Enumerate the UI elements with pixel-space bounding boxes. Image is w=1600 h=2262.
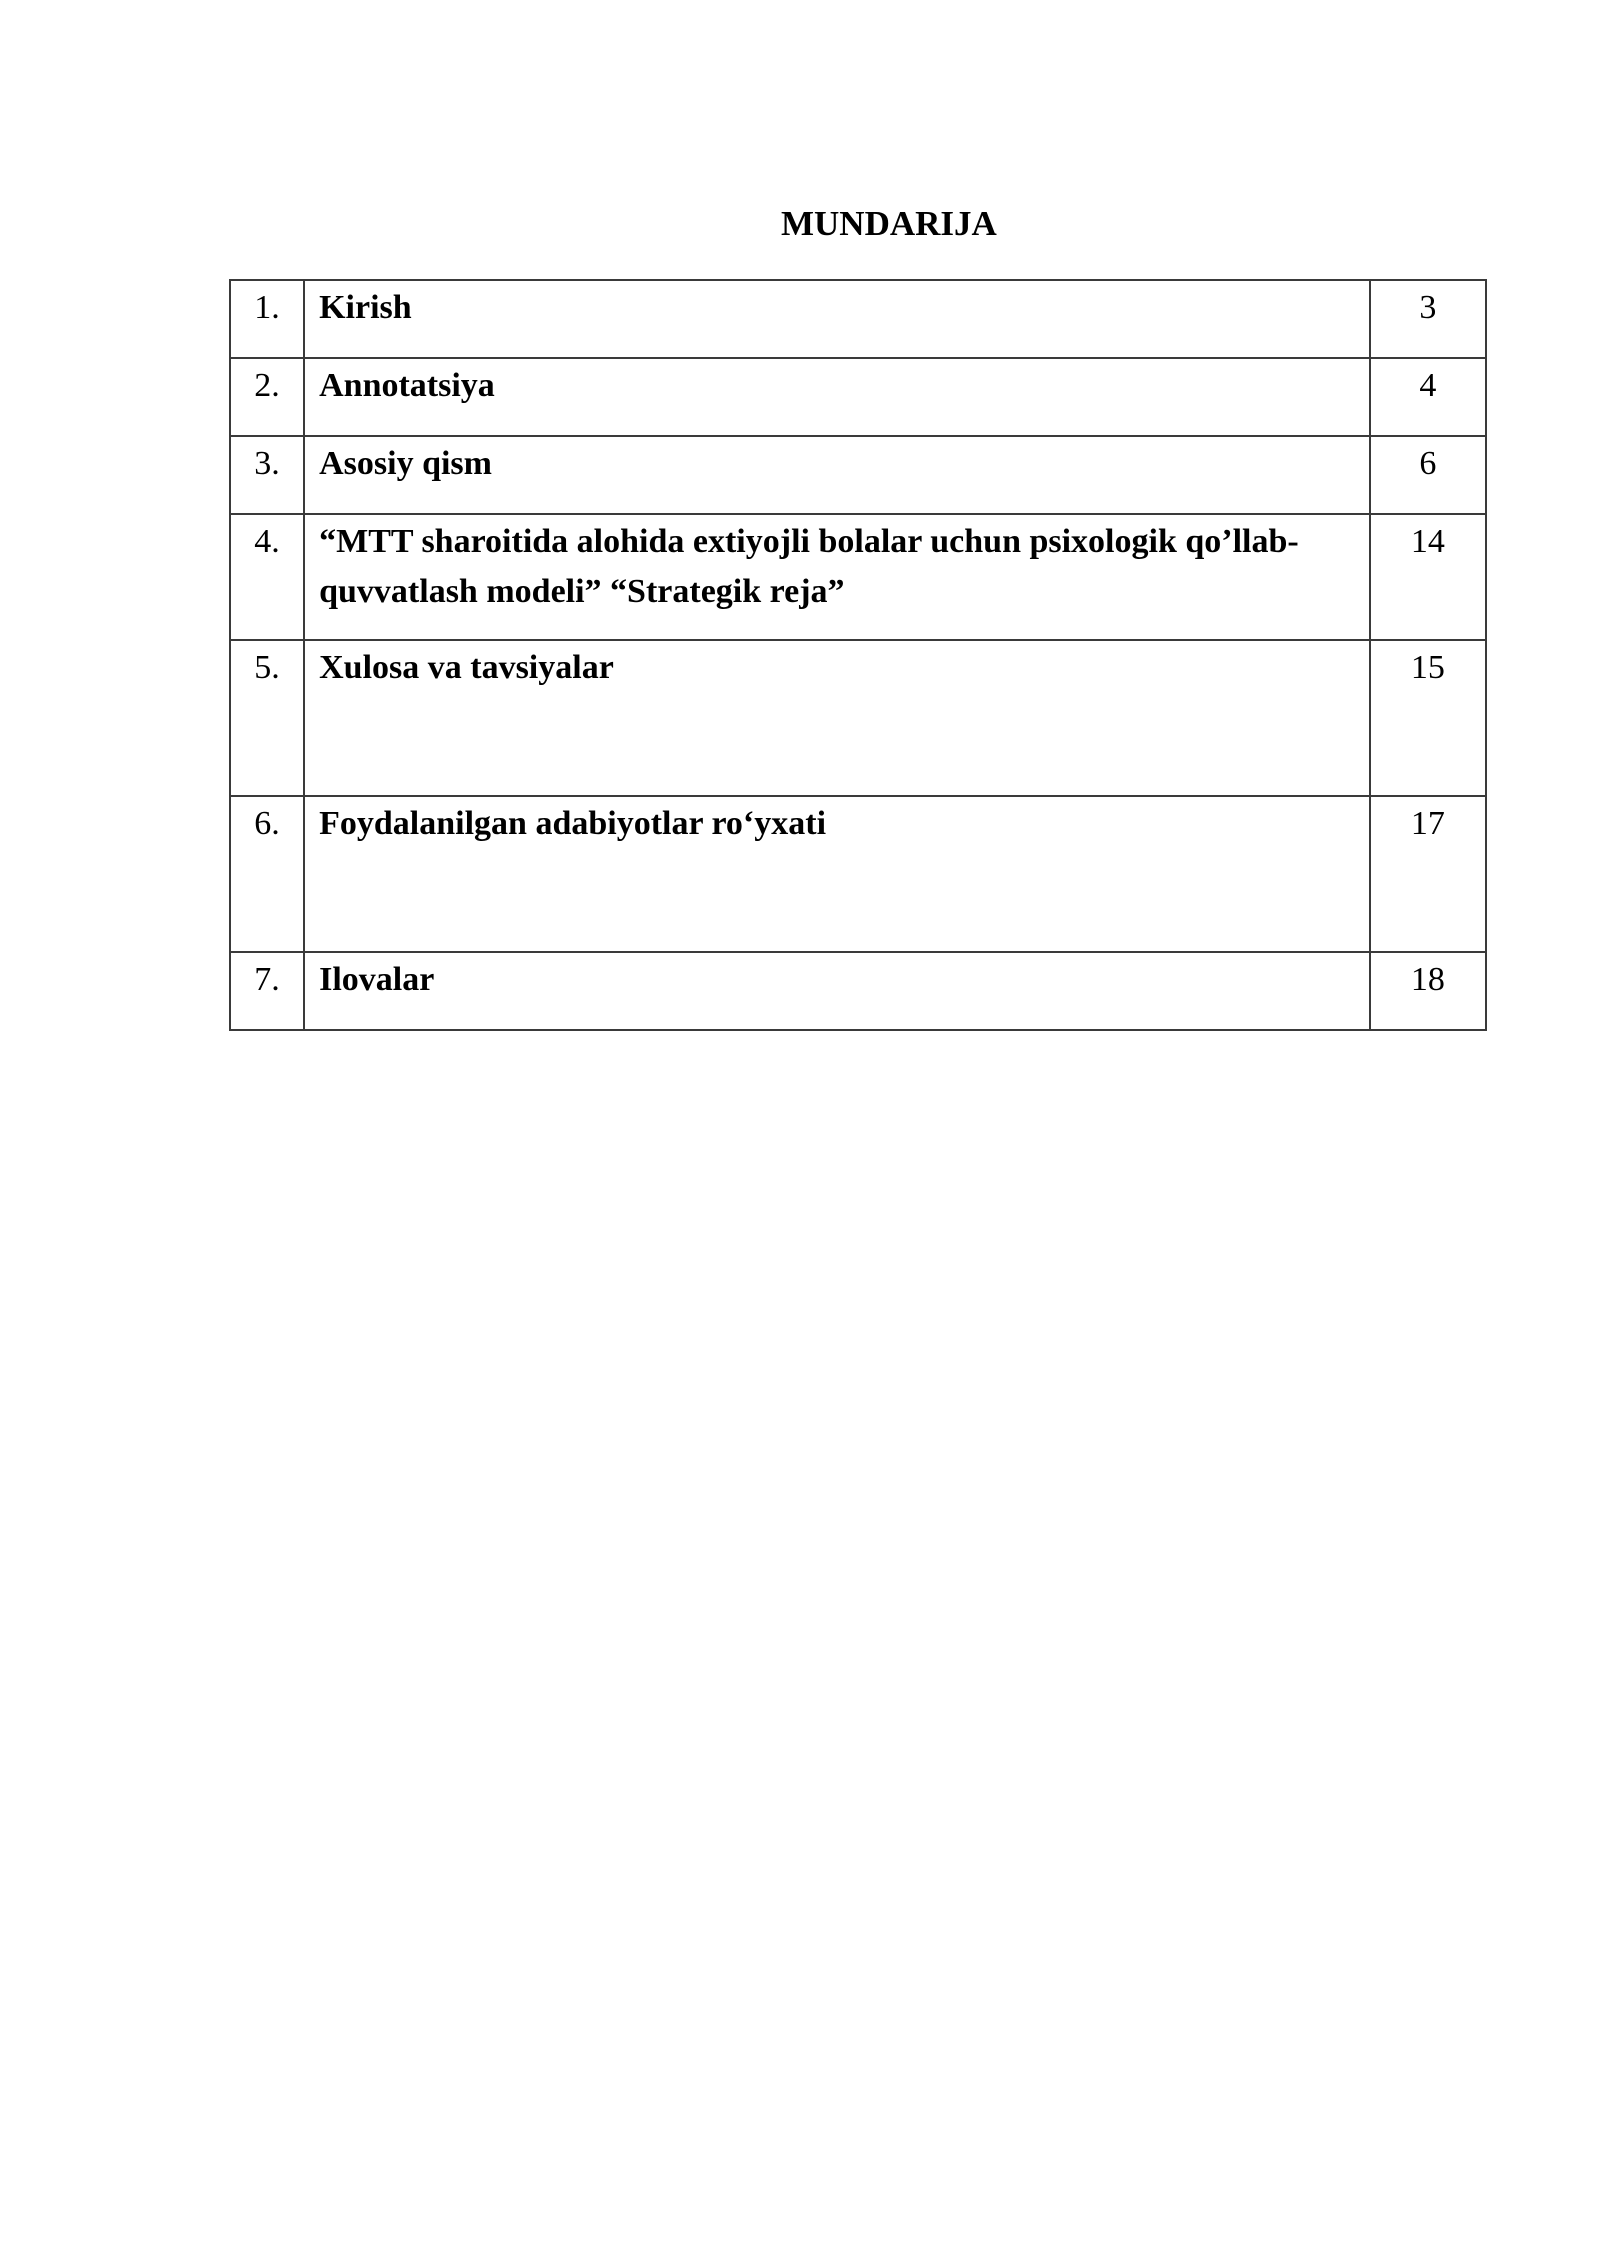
row-title: Foydalanilgan adabiyotlar ro‘yxati [304, 796, 1370, 952]
page-title: MUNDARIJA [781, 204, 997, 243]
table-row [230, 358, 1486, 436]
row-number: 1. [230, 280, 304, 358]
row-page-number: 15 [1370, 640, 1486, 796]
row-title: Kirish [304, 280, 1370, 358]
row-number: 6. [230, 796, 304, 952]
table-row [230, 952, 1486, 1030]
table-row [230, 796, 1486, 952]
table-of-contents [229, 279, 1487, 1031]
table-row [230, 280, 1486, 358]
row-title: Xulosa va tavsiyalar [304, 640, 1370, 796]
row-page-number: 3 [1370, 280, 1486, 358]
table-row [230, 514, 1486, 640]
table-row [230, 436, 1486, 514]
row-page-number: 4 [1370, 358, 1486, 436]
row-number: 3. [230, 436, 304, 514]
row-number: 4. [230, 514, 304, 640]
row-page-number: 14 [1370, 514, 1486, 640]
table-row [230, 640, 1486, 796]
row-number: 5. [230, 640, 304, 796]
row-number: 7. [230, 952, 304, 1030]
row-title: “MTT sharoitida alohida extiyojli bolalar uchun psixologik qo’llab-quvvatlash modeli” “Strategik reja” [304, 514, 1370, 640]
row-title: Annotatsiya [304, 358, 1370, 436]
row-number: 2. [230, 358, 304, 436]
row-page-number: 6 [1370, 436, 1486, 514]
row-page-number: 18 [1370, 952, 1486, 1030]
row-title: Ilovalar [304, 952, 1370, 1030]
row-page-number: 17 [1370, 796, 1486, 952]
row-title: Asosiy qism [304, 436, 1370, 514]
